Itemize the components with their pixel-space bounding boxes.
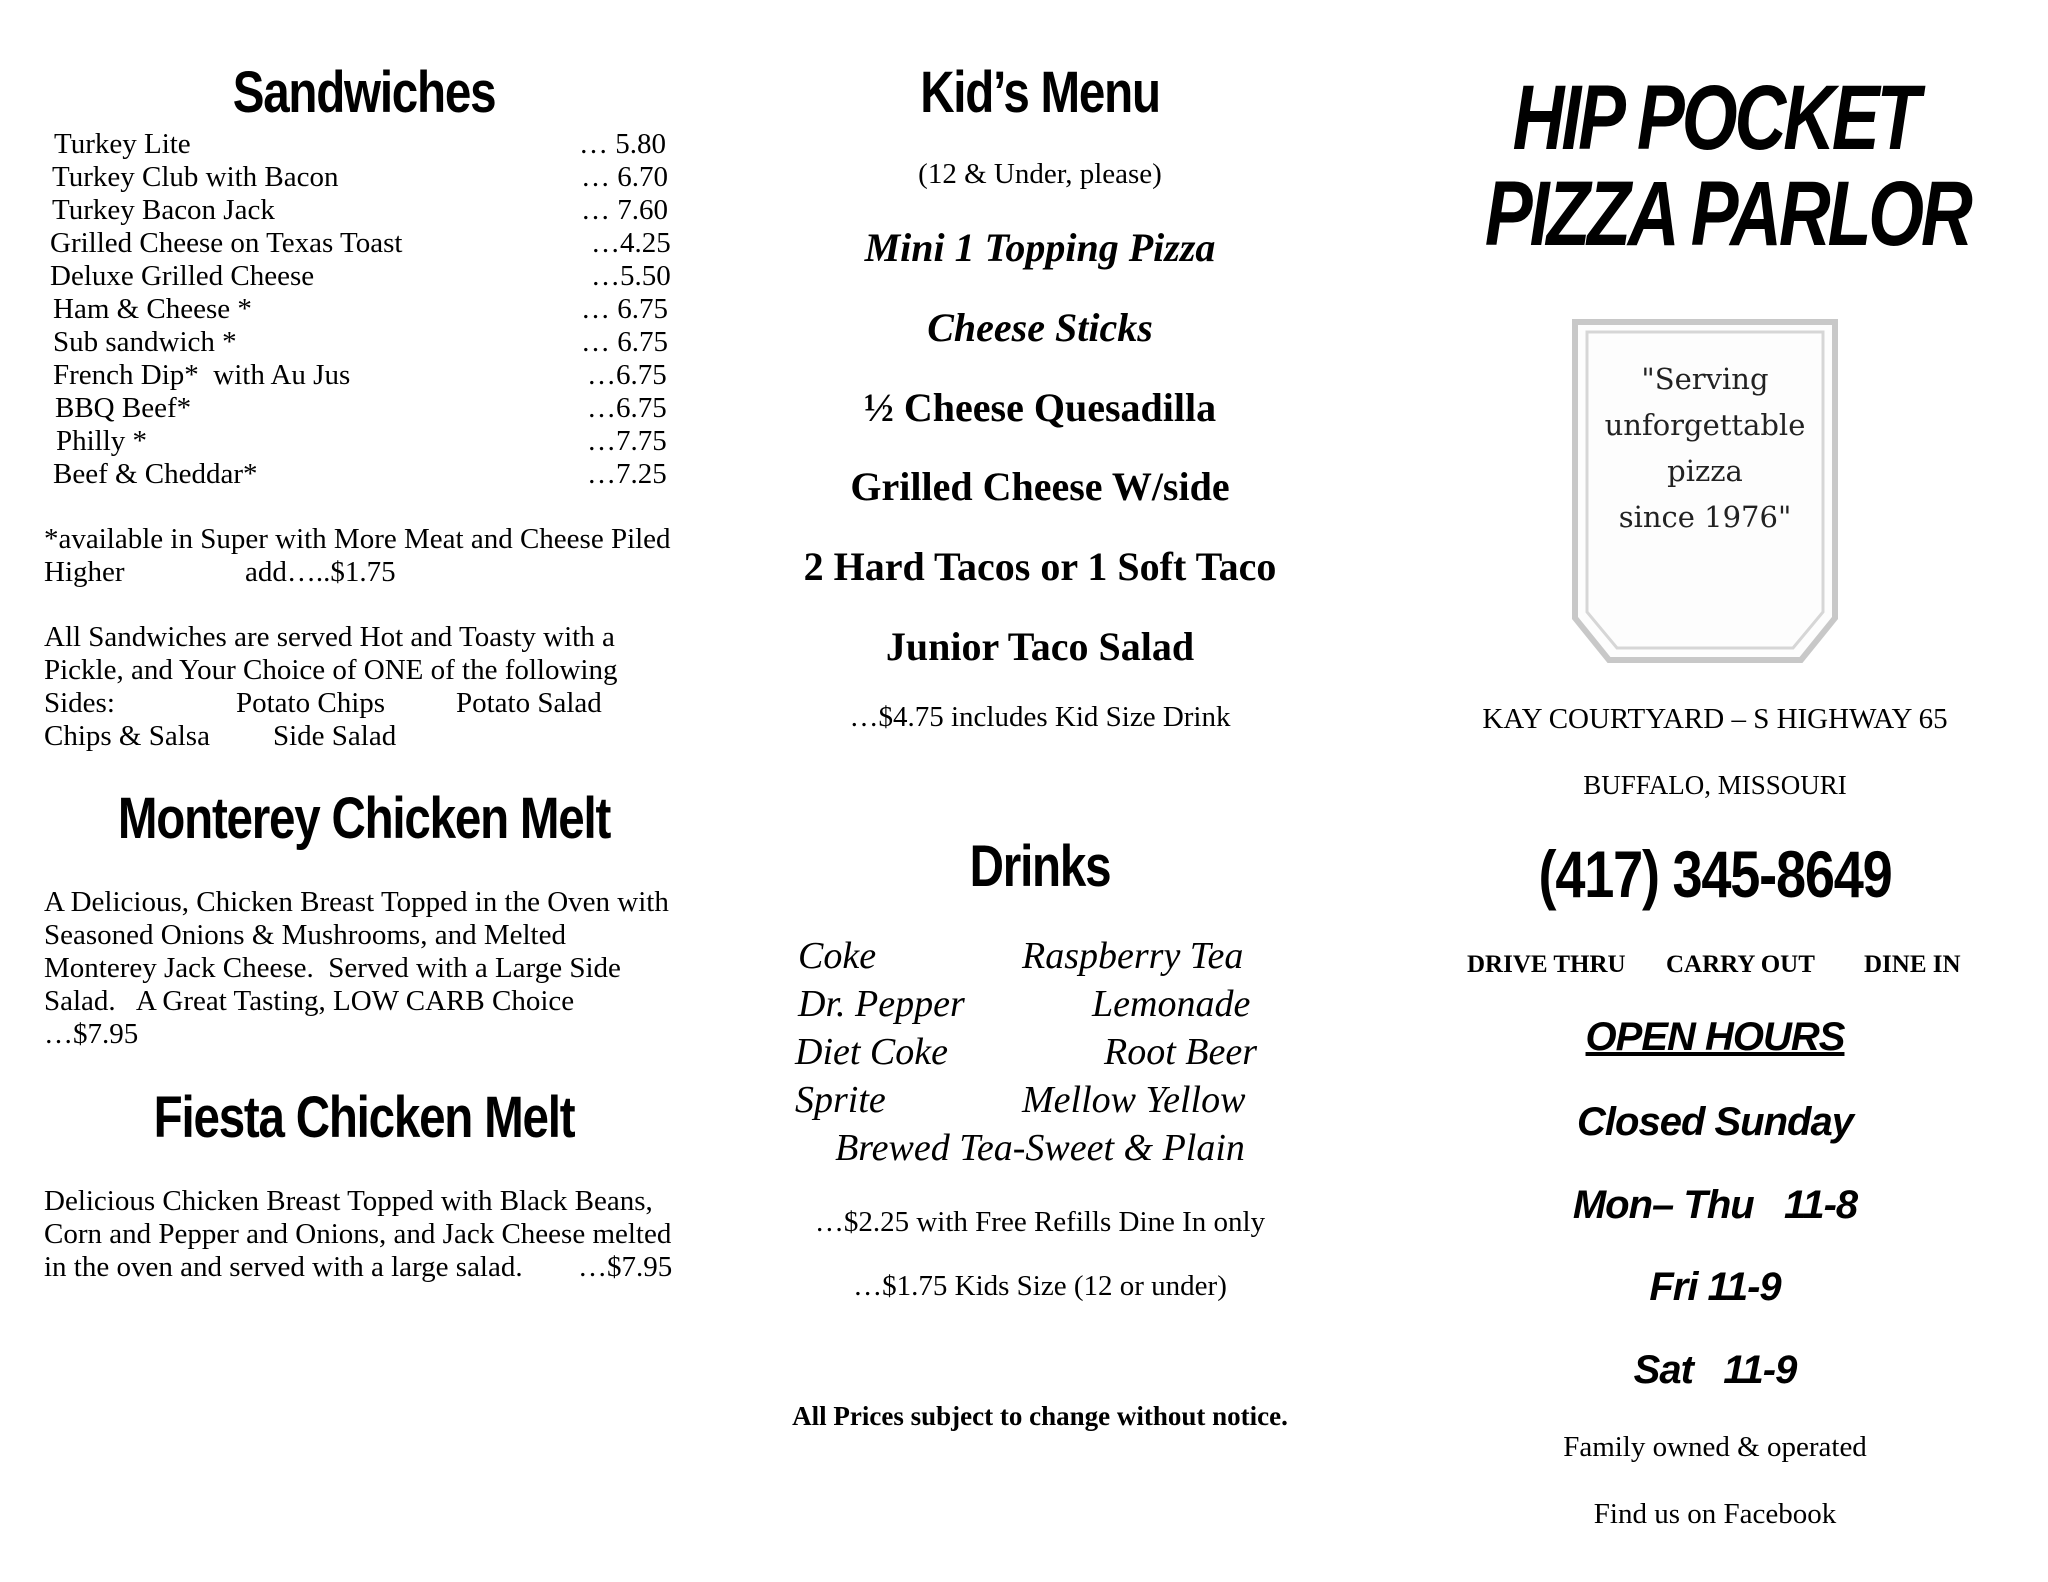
slogan-line1: "Serving	[1641, 362, 1769, 396]
fiesta-desc-line1: Delicious Chicken Breast Topped with Black Beans,	[44, 1185, 653, 1217]
slogan-line3: pizza	[1667, 454, 1743, 488]
service-drive-thru: DRIVE THRU	[1467, 951, 1626, 978]
kids-price-note: …$4.75 includes Kid Size Drink	[849, 701, 1231, 733]
kids-menu-title: Kid’s Menu	[920, 60, 1160, 125]
drink-item: Dr. Pepper	[798, 983, 965, 1025]
kids-item: Mini 1 Topping Pizza	[864, 225, 1216, 270]
sandwich-name: Philly *	[56, 425, 148, 457]
sandwich-name: Ham & Cheese *	[53, 293, 252, 325]
sandwich-name: Turkey Club with Bacon	[52, 161, 339, 193]
sides-line1: All Sandwiches are served Hot and Toasty with a	[44, 621, 615, 653]
brand-logo-text	[1420, 67, 2010, 265]
sandwich-price: … 6.70	[581, 161, 668, 193]
monterey-price: …$7.95	[44, 1018, 139, 1050]
drink-item: Mellow Yellow	[1022, 1079, 1246, 1121]
service-dine-in: DINE IN	[1864, 951, 1961, 978]
kids-item: Grilled Cheese W/side	[850, 464, 1230, 509]
sides-line2: Pickle, and Your Choice of ONE of the following	[44, 654, 618, 686]
sandwich-name: Turkey Lite	[54, 128, 191, 160]
sandwich-name: BBQ Beef*	[55, 392, 192, 424]
monterey-desc-line1: A Delicious, Chicken Breast Topped in the Oven with	[44, 886, 669, 918]
kids-item: ½ Cheese Quesadilla	[863, 385, 1217, 430]
sandwich-name: Sub sandwich *	[53, 326, 237, 358]
facebook-note: Find us on Facebook	[1593, 1498, 1837, 1530]
slogan-badge	[1571, 318, 1839, 664]
brand-name-line2: PIZZA PARLOR	[1484, 163, 1970, 265]
fiesta-desc-line3: in the oven and served with a large salad.	[44, 1251, 523, 1283]
price-disclaimer: All Prices subject to change without notice.	[792, 1401, 1288, 1431]
drink-item: Lemonade	[1092, 983, 1251, 1025]
family-owned: Family owned & operated	[1563, 1431, 1867, 1463]
drinks-price-refill: …$2.25 with Free Refills Dine In only	[814, 1206, 1266, 1238]
kids-menu-subtitle: (12 & Under, please)	[918, 158, 1162, 190]
slogan-line4: since 1976"	[1618, 500, 1792, 534]
sandwich-price: … 6.75	[581, 293, 668, 325]
sandwich-price: …6.75	[587, 359, 667, 391]
drink-item: Coke	[798, 935, 877, 977]
sandwich-price: …6.75	[587, 392, 667, 424]
hours-sat: Sat 11-9	[1633, 1348, 1797, 1392]
sandwich-name: Beef & Cheddar*	[53, 458, 258, 490]
sandwich-name: Grilled Cheese on Texas Toast	[50, 227, 403, 259]
side-potato-chips: Potato Chips	[236, 687, 386, 719]
fiesta-price: …$7.95	[578, 1251, 673, 1283]
sandwich-price: …5.50	[591, 260, 671, 292]
side-side-salad: Side Salad	[273, 720, 397, 752]
super-note-higher: Higher	[44, 556, 125, 588]
side-potato-salad: Potato Salad	[456, 687, 602, 719]
hours-fri: Fri 11-9	[1649, 1265, 1781, 1309]
side-chips-salsa: Chips & Salsa	[44, 720, 210, 752]
sandwich-price: …7.25	[587, 458, 667, 490]
kids-item: Junior Taco Salad	[885, 624, 1195, 669]
sandwich-price: … 5.80	[579, 128, 666, 160]
sandwich-price: … 6.75	[581, 326, 668, 358]
hours-mon-thu: Mon– Thu 11-8	[1572, 1183, 1858, 1227]
drink-item: Root Beer	[1104, 1031, 1258, 1073]
hours-sunday: Closed Sunday	[1577, 1100, 1853, 1144]
monterey-title: Monterey Chicken Melt	[117, 786, 611, 851]
brand-name-line1: HIP POCKET	[1512, 67, 1918, 169]
kids-item: 2 Hard Tacos or 1 Soft Taco	[803, 544, 1277, 589]
fiesta-desc-line2: Corn and Pepper and Onions, and Jack Cheese melted	[44, 1218, 672, 1250]
sandwich-price: … 7.60	[581, 194, 668, 226]
sandwich-name: Turkey Bacon Jack	[52, 194, 275, 226]
sandwich-name: Deluxe Grilled Cheese	[50, 260, 315, 292]
service-carry-out: CARRY OUT	[1666, 951, 1815, 978]
slogan-line2: unforgettable	[1604, 408, 1806, 442]
super-note-price: add…..$1.75	[245, 556, 396, 588]
drinks-price-kids: …$1.75 Kids Size (12 or under)	[853, 1270, 1227, 1302]
open-hours-title: OPEN HOURS	[1585, 1015, 1845, 1059]
slogan-text	[1571, 356, 1839, 540]
drink-item: Diet Coke	[795, 1031, 949, 1073]
sandwich-price: …4.25	[591, 227, 671, 259]
drinks-title: Drinks	[969, 834, 1111, 899]
sandwiches-title: Sandwiches	[232, 60, 496, 125]
fiesta-title: Fiesta Chicken Melt	[153, 1085, 575, 1150]
monterey-desc-line2: Seasoned Onions & Mushrooms, and Melted	[44, 919, 566, 951]
sandwich-name: French Dip* with Au Jus	[53, 359, 351, 391]
monterey-desc-line4: Salad. A Great Tasting, LOW CARB Choice	[44, 985, 575, 1017]
phone-number: (417) 345-8649	[1538, 837, 1892, 911]
sandwich-price: …7.75	[587, 425, 667, 457]
super-note-line1: *available in Super with More Meat and Cheese Piled	[44, 523, 671, 555]
drink-item: Brewed Tea-Sweet & Plain	[835, 1127, 1245, 1169]
drink-item: Sprite	[795, 1079, 886, 1121]
monterey-desc-line3: Monterey Jack Cheese. Served with a Large Side	[44, 952, 621, 984]
sides-label: Sides:	[44, 687, 115, 719]
drink-item: Raspberry Tea	[1022, 935, 1244, 977]
kids-item: Cheese Sticks	[927, 305, 1153, 350]
address: KAY COURTYARD – S HIGHWAY 65	[1482, 703, 1948, 735]
city: BUFFALO, MISSOURI	[1583, 770, 1847, 800]
